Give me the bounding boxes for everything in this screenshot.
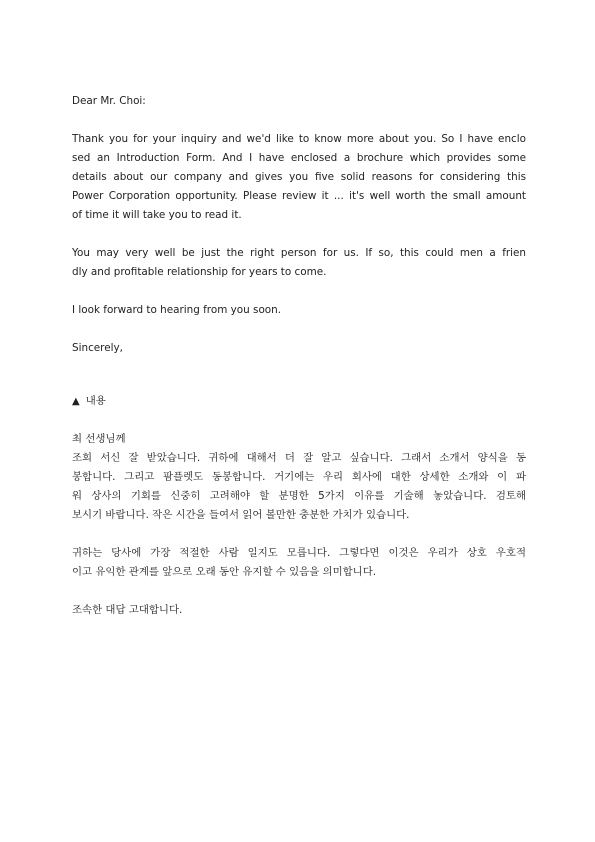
spacer [72, 411, 526, 430]
translation-paragraph-3: 조속한 대답 고대합니다. [72, 604, 183, 616]
spacer [72, 358, 526, 392]
spacer [72, 225, 526, 244]
triangle-marker-icon: ▲ [72, 396, 80, 407]
letter-paragraph-1-line: of time it will take you to read it. [72, 209, 242, 221]
letter-paragraph-2 [72, 244, 526, 282]
letter-paragraph-3: I look forward to hearing from you soon. [72, 304, 282, 316]
translation-heading-label: 내용 [85, 395, 106, 407]
letter-paragraph-2-line: dly and profitable relationship for years to come. [72, 266, 327, 278]
letter-closing: Sincerely, [72, 342, 123, 354]
letter-paragraph-2-line: You may very well be just the right person for us. If so, this could men a frien [72, 247, 526, 259]
translation-paragraph-1-line: 봉합니다. 그리고 팜플렛도 동봉합니다. 거기에는 우리 회사에 대한 상세한 소개와 이 파 [72, 471, 526, 483]
translation-salutation: 최 선생님께 [72, 433, 126, 445]
spacer [72, 320, 526, 339]
translation-paragraph-2-line: 이고 유익한 관계를 앞으로 오래 동안 유지할 수 있음을 의미합니다. [72, 566, 377, 578]
spacer [72, 282, 526, 301]
spacer [72, 525, 526, 544]
translation-paragraph-2 [72, 544, 526, 582]
spacer [72, 111, 526, 130]
translation-paragraph-1-line: 보시기 바랍니다. 작은 시간을 들여서 읽어 볼만한 충분한 가치가 있습니다. [72, 509, 410, 521]
letter-salutation: Dear Mr. Choi: [72, 95, 146, 107]
translation-paragraph-1-line: 조회 서신 잘 받았습니다. 귀하에 대해서 더 잘 알고 싶습니다. 그래서 소개서 양식을 동 [72, 452, 526, 464]
translation-heading [72, 392, 526, 411]
translation-paragraph-2-line: 귀하는 당사에 가장 적절한 사람 일지도 모릅니다. 그렇다면 이것은 우리가 상호 우호적 [72, 547, 526, 559]
letter-paragraph-1-line: sed an Introduction Form. And I have enclosed a brochure which provides some [72, 152, 526, 164]
translation-paragraph-1-line: 워 상사의 기회를 신중히 고려해야 할 분명한 5가지 이유를 기술해 놓았습니다. 검토해 [72, 490, 526, 502]
letter-paragraph-1 [72, 130, 526, 225]
translation-paragraph-1 [72, 449, 526, 525]
letter-body [72, 92, 526, 620]
letter-paragraph-1-line: details about our company and gives you five solid reasons for considering this [72, 171, 526, 183]
spacer [72, 582, 526, 601]
letter-paragraph-1-line: Thank you for your inquiry and we'd like to know more about you. So I have enclo [72, 133, 526, 145]
letter-paragraph-1-line: Power Corporation opportunity. Please review it ... it's well worth the small amount [72, 190, 526, 202]
